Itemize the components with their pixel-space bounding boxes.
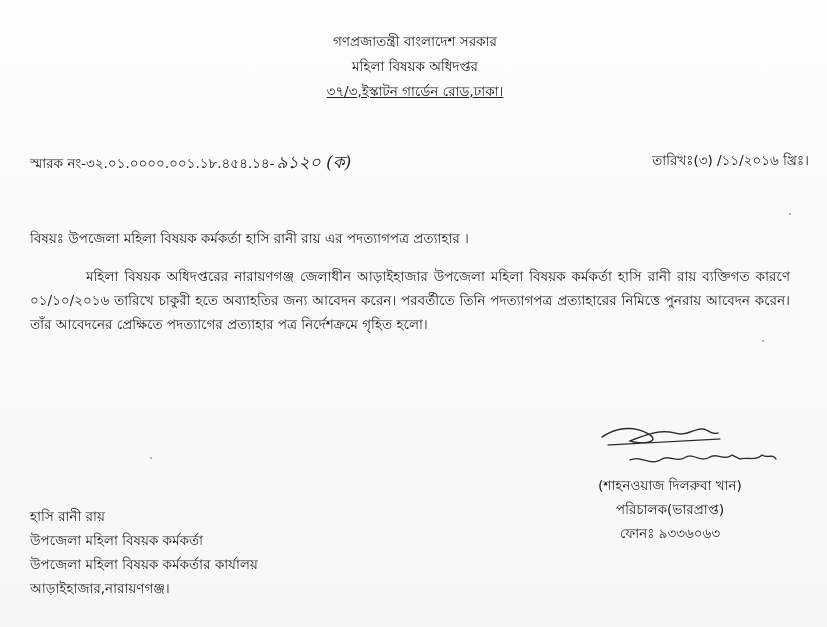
signatory-designation: পরিচালক(ভারপ্রাপ্ত): [615, 502, 725, 518]
department-name: মহিলা বিষয়ক অধিদপ্তর: [352, 59, 478, 75]
subject-line: বিষয়ঃ উপজেলা মহিলা বিষয়ক কর্মকর্তা হাসি রানী রায় এর পদত্যাগপত্র প্রত্যাহার ।: [30, 231, 469, 247]
signatory-phone: ফোনঃ ৯৩৩৬০৬৩: [619, 526, 721, 542]
recipient-name: হাসি রানী রায়: [30, 509, 105, 525]
govt-name: গণপ্রজাতন্ত্রী বাংলাদেশ সরকার: [333, 34, 497, 50]
recipient-address: [30, 505, 258, 601]
paper-speck: [150, 457, 152, 459]
paper-speck: [789, 213, 791, 215]
body-paragraph: মহিলা বিষয়ক অধিদপ্তরের নারায়ণগঞ্জ জেলাধীন আড়াইহাজার উপজেলা মহিলা বিষয়ক কর্মকর্তা হাসি রানী রায় ব্যক্তিগত কারণে ০১/১০/২০১৬ তারিখে চাকুরী হতে অব্যাহতির জন্য আবেদন করেন। পরবর্তীতে তিনি পদত্যাগপত্র প্রত্যাহারের নিমিত্তে পুনরায় আবেদন করেন। তাঁর আবেদনের প্রেক্ষিতে পদত্যাগের প্রত্যাহার পত্র নির্দেশক্রমে গৃহিত হলো।: [30, 269, 790, 333]
memo-number-printed: স্মারক নং-৩২.০১.০০০০.০০১.১৮.৪৫৪.১৪-: [30, 156, 275, 172]
paper-speck: [762, 340, 764, 342]
handwritten-signature: [590, 415, 790, 475]
letterhead: [250, 30, 580, 105]
signatory-block: [560, 474, 780, 546]
memo-number-handwritten: ৯১২০ (ক): [276, 153, 352, 173]
letter-date: তারিখঃ(৩) /১১/২০১৬ খ্রিঃ।: [652, 153, 809, 169]
recipient-designation: উপজেলা মহিলা বিষয়ক কর্মকর্তা: [30, 533, 204, 549]
recipient-office: উপজেলা মহিলা বিষয়ক কর্মকর্তার কার্যালয়: [30, 557, 258, 573]
memo-number: [30, 150, 351, 178]
signatory-name: (শাহনওয়াজ দিলরুবা খান): [598, 478, 742, 494]
department-address: ৩৭/৩,ইস্কাটন গার্ডেন রোড,ঢাকা।: [326, 84, 504, 100]
recipient-location: আড়াইহাজার,নারায়ণগঞ্জ।: [30, 581, 170, 597]
